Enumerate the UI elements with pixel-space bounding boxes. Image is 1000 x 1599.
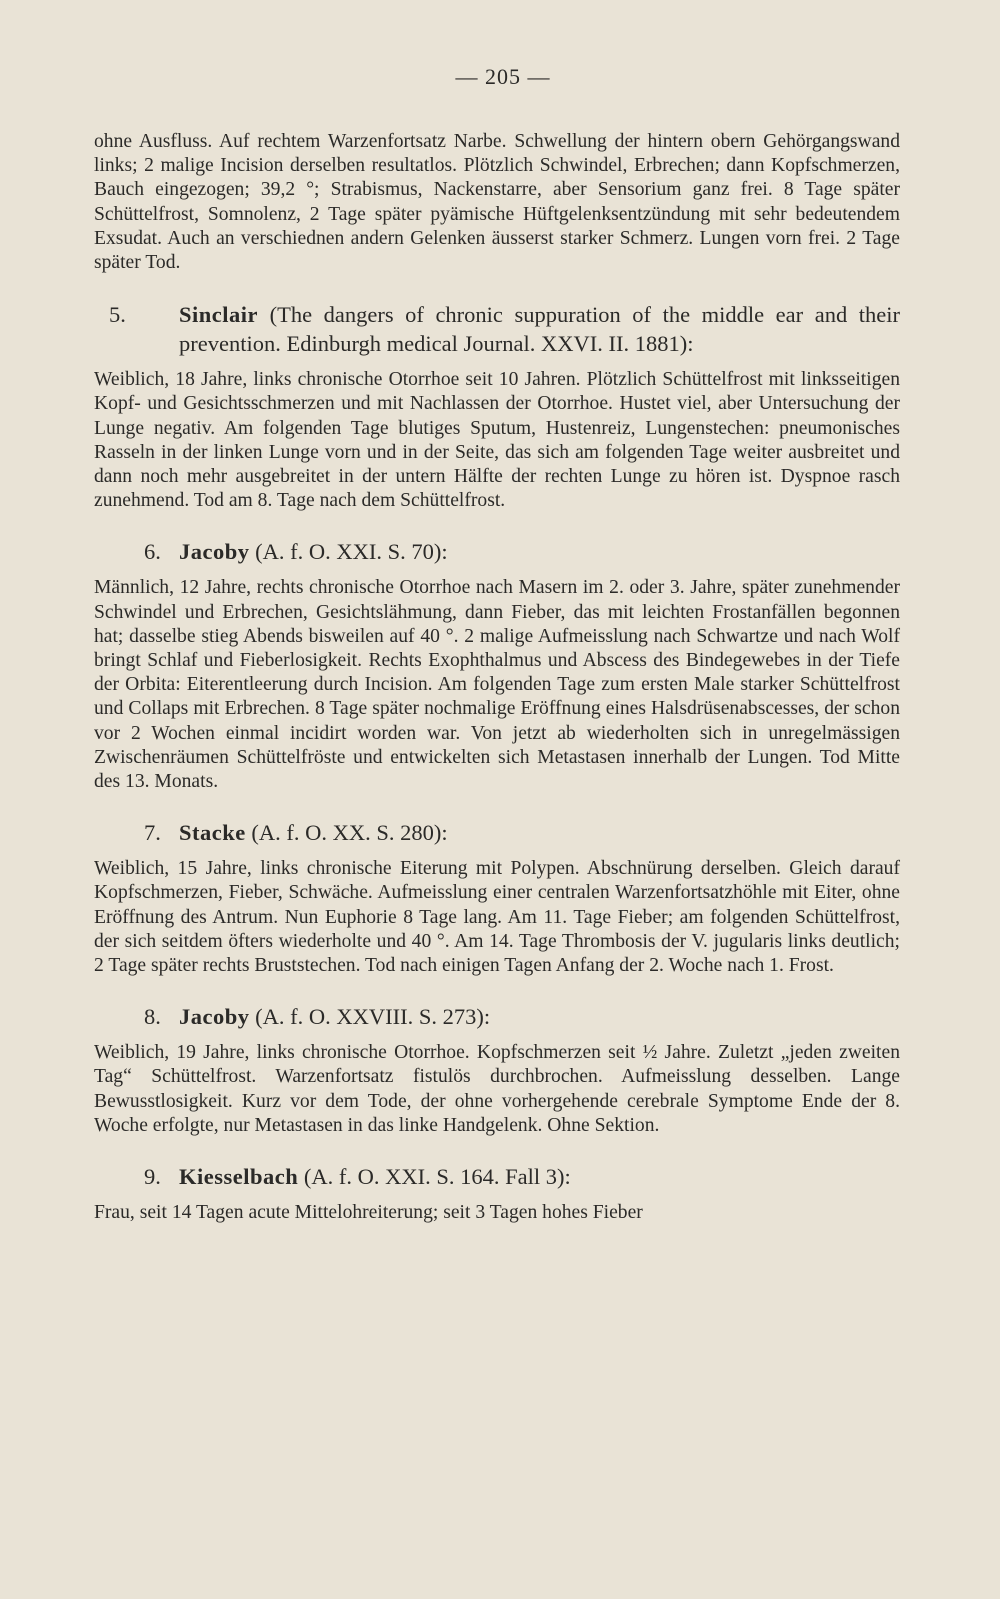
case-heading [94, 300, 900, 358]
case-heading [94, 819, 900, 847]
case-citation: (A. f. O. XXI. S. 164. Fall 3): [303, 1164, 571, 1190]
case-citation: (A. f. O. XX. S. 280): [251, 820, 448, 846]
case-number: 9. [144, 1164, 161, 1190]
case-6 [94, 538, 900, 794]
case-text: Frau, seit 14 Tagen acute Mittelohreiterung; seit 3 Tagen hohes Fieber [94, 1202, 643, 1224]
case-citation: (A. f. O. XXVIII. S. 273): [255, 1004, 491, 1030]
case-author: Kiesselbach [179, 1164, 299, 1190]
case-text: Weiblich, 18 Jahre, links chronische Otorrhoe seit 10 Jahren. Plötzlich Schüttelfrost mit linksseitigen Kopf- und Gesichtsschmerzen und mit Nachlassen der Otorrhoe. Hustet viel, aber Untersuchung der Lunge negativ. Am folgenden Tage blutiges Sputum, Hustenreiz, Lungenstechen: pneumonisches Rasseln in der linken Lunge vorn und in der Seite, das sich am folgenden Tage weiter ausbreitet und dann noch mehr ausgebreitet in der untern Hälfte der rechten Lunge zu hören ist. Dyspnoe rasch zunehmend. Tod am 8. Tage nach dem Schüttelfrost. [94, 369, 900, 512]
case-number: 5. [109, 302, 126, 328]
case-7 [94, 819, 900, 978]
case-5 [94, 300, 900, 513]
case-8 [94, 1003, 900, 1138]
case-text: Männlich, 12 Jahre, rechts chronische Otorrhoe nach Masern im 2. oder 3. Jahre, später zunehmender Schwindel und Erbrechen, Gesichtslähmung, dann Fieber, das mit leichten Frostanfällen begonnen hat; dasselbe stieg Abends bisweilen auf 40 °. 2 malige Aufmeisslung nach Schwartze und nach Wolf bringt Schlaf und Fieberlosigkeit. Rechts Exophthalmus und Abscess des Bindegewebes in der Tiefe der Orbita: Eiterentleerung durch Incision. Am folgenden Tage zum ersten Male starker Schüttelfrost und Collaps mit Erbrechen. 8 Tage später nochmalige Eröffnung eines Halsdrüsenabscesses, der schon vor 2 Wochen einmal incidirt worden war. Von jetzt ab wiederholten sich in unregelmässigen Zwischenräumen Schüttelfröste und entwickelten sich Metastasen innerhalb der Lungen. Tod Mitte des 13. Monats. [94, 577, 900, 793]
case-text: Weiblich, 15 Jahre, links chronische Eiterung mit Polypen. Abschnürung derselben. Gleich darauf Kopfschmerzen, Fieber, Schwäche. Aufmeisslung einer centralen Warzenfortsatzhöhle mit Eiter, ohne Eröffnung des Antrum. Nun Euphorie 8 Tage lang. Am 11. Tage Fieber; am folgenden Schüttelfrost, der sich seitdem öfters wiederholte und 40 °. Am 14. Tage Thrombosis der V. jugularis links deutlich; 2 Tage später rechts Bruststechen. Tod nach einigen Tagen Anfang der 2. Woche nach 1. Frost. [94, 858, 900, 977]
case-author: Jacoby [179, 1004, 250, 1030]
case-heading [94, 1003, 900, 1031]
case-author: Sinclair [179, 302, 259, 328]
case-text: Weiblich, 19 Jahre, links chronische Otorrhoe. Kopfschmerzen seit ½ Jahre. Zuletzt „jeden zweiten Tag“ Schüttelfrost. Warzenfortsatz fistulös durchbrochen. Aufmeisslung desselben. Lange Bewusstlosigkeit. Kurz vor dem Tode, der ohne vorhergehende cerebrale Symptome Ende der 8. Woche erfolgte, nur Metastasen in das linke Handgelenk. Ohne Sektion. [94, 1042, 900, 1136]
case-9 [94, 1163, 900, 1225]
case-author: Jacoby [179, 539, 250, 565]
case-number: 8. [144, 1004, 161, 1030]
case-heading [94, 538, 900, 566]
case-citation: (The dangers of chronic suppuration of the middle ear and their prevention. Edinburgh medical Journal. XXVI. II. 1881): [179, 302, 900, 357]
intro-paragraph: ohne Ausfluss. Auf rechtem Warzenfortsatz Narbe. Schwellung der hintern obern Gehörgangswand links; 2 malige Incision derselben resultatlos. Plötzlich Schwindel, Erbrechen; dann Kopfschmerzen, Bauch eingezogen; 39,2 °; Strabismus, Nackenstarre, aber Sensorium ganz frei. 8 Tage später Schüttelfrost, Somnolenz, 2 Tage später pyämische Hüftgelenksentzündung mit sehr bedeutendem Exsudat. Auch an verschiednen andern Gelenken äusserst starker Schmerz. Lungen vorn frei. 2 Tage später Tod. [94, 131, 900, 274]
case-citation: (A. f. O. XXI. S. 70): [255, 539, 448, 565]
case-author: Stacke [179, 820, 246, 846]
case-number: 7. [144, 820, 161, 846]
page-number: — 205 — [455, 64, 551, 89]
case-number: 6. [144, 539, 161, 565]
case-heading [94, 1163, 900, 1191]
